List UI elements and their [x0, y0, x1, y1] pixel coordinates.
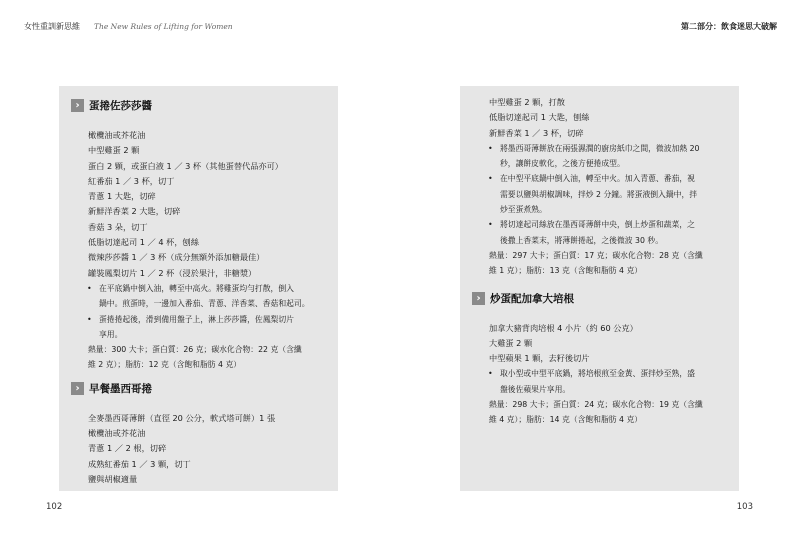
- instruction-step: • 在中型平底鍋中倒入油，轉至中火。加入青蔥、番茄，視 需要以鹽與胡椒調味，拌炒 2 分鐘。將蛋液倒入鍋中，拌 炒至蛋煮熟。: [472, 171, 729, 217]
- instruction-step: • 在平底鍋中倒入油，轉至中高火。將雞蛋均勻打散，倒入 鍋中。煎蛋時，一邊加入番茄、青蔥、洋香菜、香菇和起司。: [71, 281, 328, 312]
- book-subtitle: The New Rules of Lifting for Women: [94, 22, 233, 31]
- ingredient: 中型蘋果 1 顆，去籽後切片: [489, 353, 590, 364]
- ingredient: 大雞蛋 2 顆: [489, 337, 533, 348]
- ingredient: 新鮮洋香菜 2 大匙，切碎: [88, 206, 181, 217]
- running-head-left: [24, 21, 233, 32]
- ingredient: 罐裝鳳梨切片 1 ／ 2 杯（浸於果汁，非糖漿）: [88, 267, 257, 278]
- ingredient-list: [472, 95, 729, 141]
- ingredient: 青蔥 1 大匙，切碎: [88, 191, 156, 202]
- recipe-panel-left: [59, 86, 338, 491]
- ingredient: 紅番茄 1 ／ 3 杯，切丁: [88, 175, 175, 186]
- bullet-icon: •: [488, 143, 493, 153]
- ingredient: 橄欖油或芥花油: [88, 428, 146, 439]
- ingredient: 中型雞蛋 2 顆: [88, 145, 140, 156]
- nutrition-info: 熱量：298 大卡；蛋白質：24 克；碳水化合物：19 克（含纖 維 4 克）；脂肪：14 克（含飽和脂肪 4 克）: [489, 400, 703, 425]
- bullet-icon: •: [488, 369, 493, 379]
- ingredient: 低脂切達起司 1 ／ 4 杯，刨絲: [88, 237, 199, 248]
- chevron-right-icon: ›: [472, 292, 485, 305]
- ingredient-list: [71, 411, 328, 487]
- instruction-step: • 蛋捲捲起後，滑到備用盤子上，淋上莎莎醬，佐鳳梨切片 享用。: [71, 312, 328, 343]
- ingredient: 中型雞蛋 2 顆，打散: [489, 97, 565, 107]
- instruction-step: • 將切達起司絲放在墨西哥薄餅中央，倒上炒蛋和蔬菜，之 後撒上香菜末，將薄餅捲起，之後微波 30 秒。: [472, 217, 729, 248]
- ingredient: 全麥墨西哥薄餅（直徑 20 公分，軟式塔可餅）1 張: [88, 412, 276, 423]
- ingredient: 鹽與胡椒適量: [88, 473, 138, 484]
- ingredient: 低脂切達起司 1 大匙，刨絲: [489, 112, 590, 123]
- recipe-panel-right: [460, 86, 739, 491]
- ingredient: 蛋白 2 顆，或蛋白液 1 ／ 3 杯（其他蛋替代品亦可）: [88, 160, 283, 171]
- nutrition-info: 熱量：300 大卡；蛋白質：26 克；碳水化合物：22 克（含纖 維 2 克）；脂肪：12 克（含飽和脂肪 4 克）: [88, 345, 302, 370]
- chevron-right-icon: ›: [71, 99, 84, 112]
- bullet-icon: •: [87, 314, 92, 324]
- ingredient-list: [472, 321, 729, 367]
- ingredient: 加拿大豬背肉培根 4 小片（約 60 公克）: [489, 322, 638, 333]
- page-number-left: 102: [46, 502, 63, 512]
- book-title: 女性重訓新思維: [24, 22, 80, 31]
- recipe-title: [472, 291, 729, 306]
- recipe-title-text: 早餐墨西哥捲: [89, 382, 152, 395]
- ingredient-list: [71, 128, 328, 281]
- ingredient: 微辣莎莎醬 1 ／ 3 杯（成分無額外添加糖最佳）: [88, 252, 265, 263]
- ingredient: 新鮮香菜 1 ／ 3 杯，切碎: [489, 127, 584, 138]
- ingredient: 成熟紅番茄 1 ／ 3 顆，切丁: [88, 458, 191, 469]
- recipe-title-text: 蛋捲佐莎莎醬: [89, 100, 152, 112]
- recipe-title-text: 炒蛋配加拿大培根: [490, 292, 574, 305]
- chevron-right-icon: ›: [71, 382, 84, 395]
- bullet-icon: •: [488, 174, 493, 184]
- instruction-step: • 將墨西哥薄餅放在兩張濕潤的廚房紙巾之間，微波加熱 20 秒，讓餅皮軟化，之後方便捲成型。: [472, 141, 729, 172]
- ingredient: 青蔥 1 ／ 2 根，切碎: [88, 443, 167, 454]
- ingredient: 香菇 3 朵，切丁: [88, 221, 148, 232]
- instruction-step: • 取小型或中型平底鍋，將培根煎至金黃、蛋拌炒至熟，盛 盤後佐蘋果片享用。: [472, 366, 729, 397]
- recipe-title: [71, 381, 328, 396]
- nutrition-info: 熱量：297 大卡；蛋白質：17 克；碳水化合物：28 克（含纖 維 1 克）；脂肪：13 克（含飽和脂肪 4 克）: [489, 250, 703, 276]
- running-head-right: 第二部分：飲食迷思大破解: [681, 22, 777, 31]
- bullet-icon: •: [87, 283, 92, 293]
- recipe-title: [71, 98, 328, 113]
- page-number-right: 103: [736, 502, 753, 512]
- bullet-icon: •: [488, 220, 493, 230]
- ingredient: 橄欖油或芥花油: [88, 130, 146, 140]
